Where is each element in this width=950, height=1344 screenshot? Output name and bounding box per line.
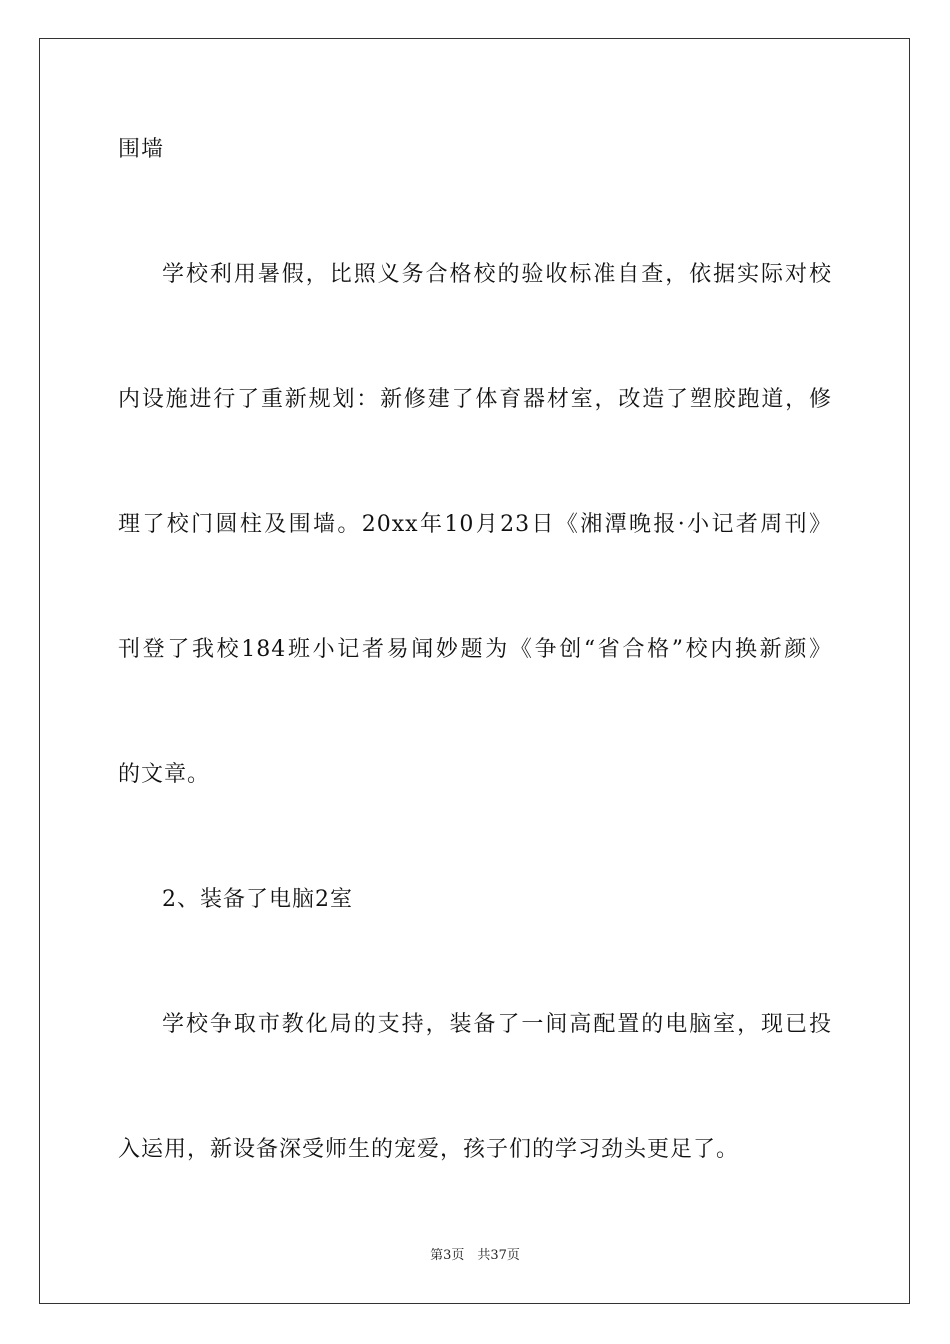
text-line-6: 的文章。 <box>118 762 211 787</box>
text-line-8: 学校争取市教化局的支持，装备了一间高配置的电脑室，现已投 <box>162 1012 832 1037</box>
page-number-footer: 第3页 共37页 <box>430 1248 520 1263</box>
text-line-3: 内设施进行了重新规划：新修建了体育器材室，改造了塑胶跑道，修 <box>118 387 832 412</box>
section-heading: 2、装备了电脑2室 <box>162 887 353 912</box>
text-line-4: 理了校门圆柱及围墙。20xx年10月23日《湘潭晚报·小记者周刊》 <box>118 512 832 537</box>
text-line-9: 入运用，新设备深受师生的宠爱，孩子们的学习劲头更足了。 <box>118 1137 740 1162</box>
text-line-1: 围墙 <box>118 137 165 162</box>
page-frame <box>39 38 910 1304</box>
text-line-5: 刊登了我校184班小记者易闻妙题为《争创“省合格”校内换新颜》 <box>118 637 832 662</box>
text-line-2: 学校利用暑假，比照义务合格校的验收标准自查，依据实际对校 <box>162 262 832 287</box>
